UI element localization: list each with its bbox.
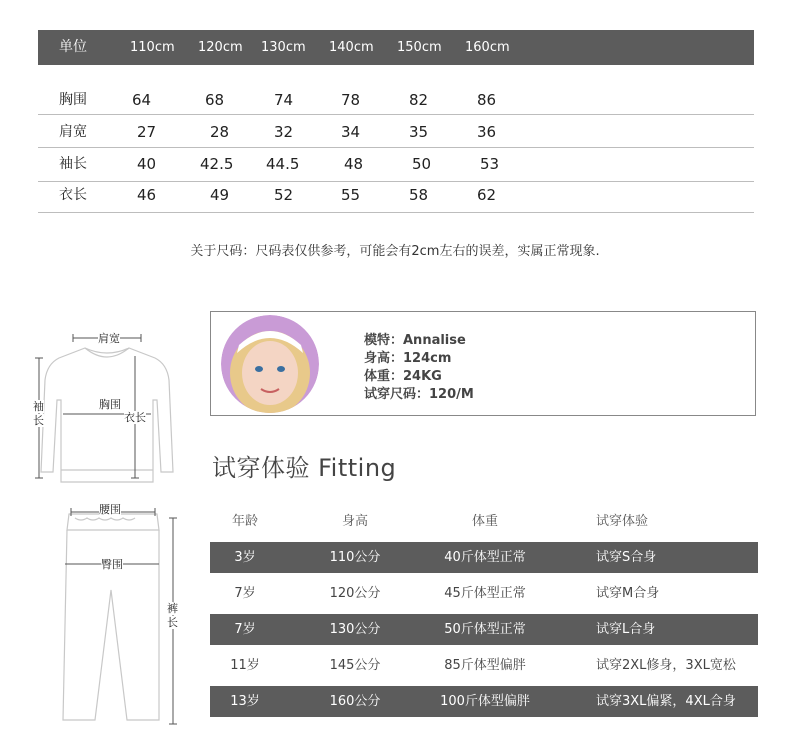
size-row-chest xyxy=(38,84,754,116)
row-divider xyxy=(38,212,754,213)
size-col-150: 150cm xyxy=(397,40,442,55)
age-cell: 3岁 xyxy=(234,550,256,565)
cell: 62 xyxy=(477,186,497,204)
fitting-row xyxy=(210,650,758,681)
weight-cell: 40斤体型正常 xyxy=(444,550,526,565)
age-cell: 11岁 xyxy=(230,658,260,673)
row-divider xyxy=(38,114,754,115)
cell: 49 xyxy=(210,186,230,204)
experience-cell: 试穿L合身 xyxy=(596,622,656,637)
age-cell: 13岁 xyxy=(230,694,260,709)
cell: 86 xyxy=(477,91,497,109)
height-cell: 120公分 xyxy=(329,586,381,601)
cell: 44.5 xyxy=(266,155,300,173)
size-col-160: 160cm xyxy=(465,40,510,55)
experience-cell: 试穿M合身 xyxy=(596,586,660,601)
fitting-title: 试穿体验 Fitting xyxy=(212,454,397,482)
size-table-header xyxy=(38,30,754,65)
size-row-shoulder xyxy=(38,116,754,148)
experience-cell: 试穿S合身 xyxy=(596,550,657,565)
model-info xyxy=(364,332,474,404)
model-name: 模特：Annalise xyxy=(364,333,466,348)
cell: 36 xyxy=(477,123,497,141)
cell: 64 xyxy=(132,91,152,109)
row-label: 衣长 xyxy=(59,187,87,203)
model-card xyxy=(210,311,756,416)
cell: 74 xyxy=(274,91,294,109)
fitting-row xyxy=(210,542,758,573)
cell: 82 xyxy=(409,91,429,109)
cell: 34 xyxy=(341,123,361,141)
height-cell: 145公分 xyxy=(329,658,381,673)
model-height: 身高：124cm xyxy=(364,351,452,366)
unit-label: 单位 xyxy=(59,39,87,55)
age-cell: 7岁 xyxy=(234,586,256,601)
size-col-130: 130cm xyxy=(261,40,306,55)
cell: 40 xyxy=(137,155,157,173)
cell: 42.5 xyxy=(200,155,234,173)
hip-label: 臀围 xyxy=(101,558,123,571)
weight-cell: 100斤体型偏胖 xyxy=(440,694,530,709)
height-cell: 160公分 xyxy=(329,694,381,709)
row-label: 胸围 xyxy=(59,92,87,108)
cell: 32 xyxy=(274,123,294,141)
cell: 52 xyxy=(274,186,294,204)
model-size: 试穿尺码：120/M xyxy=(364,387,474,402)
cell: 48 xyxy=(344,155,364,173)
header-weight: 体重 xyxy=(471,514,498,529)
shoulder-label: 肩宽 xyxy=(98,332,120,345)
sleeve-label-2: 长 xyxy=(33,414,44,427)
pants-length-label-2: 长 xyxy=(167,616,178,629)
size-col-120: 120cm xyxy=(198,40,243,55)
cell: 46 xyxy=(137,186,157,204)
fitting-row xyxy=(210,578,758,609)
size-note: 关于尺码：尺码表仅供参考，可能会有2cm左右的误差，实属正常现象. xyxy=(190,244,600,259)
cell: 28 xyxy=(210,123,230,141)
header-height: 身高 xyxy=(341,514,368,529)
experience-cell: 试穿3XL偏紧，4XL合身 xyxy=(596,694,736,709)
size-col-140: 140cm xyxy=(329,40,374,55)
cell: 53 xyxy=(480,155,500,173)
fitting-row xyxy=(210,614,758,645)
cell: 58 xyxy=(409,186,429,204)
row-label: 袖长 xyxy=(59,156,87,172)
header-age: 年龄 xyxy=(231,514,258,529)
row-label: 肩宽 xyxy=(59,124,87,140)
cell: 27 xyxy=(137,123,157,141)
height-cell: 130公分 xyxy=(329,622,381,637)
pants-length-label-1: 裤 xyxy=(167,602,178,615)
sleeve-label-1: 袖 xyxy=(33,400,44,413)
height-cell: 110公分 xyxy=(329,550,381,565)
size-col-110: 110cm xyxy=(130,40,175,55)
weight-cell: 45斤体型正常 xyxy=(444,586,526,601)
size-row-length xyxy=(38,179,754,211)
age-cell: 7岁 xyxy=(234,622,256,637)
cell: 78 xyxy=(341,91,361,109)
experience-cell: 试穿2XL修身，3XL宽松 xyxy=(596,658,736,673)
size-row-sleeve xyxy=(38,148,754,180)
weight-cell: 50斤体型正常 xyxy=(444,622,526,637)
fitting-header xyxy=(210,508,758,536)
fitting-row xyxy=(210,686,758,717)
length-label: 衣长 xyxy=(124,411,146,424)
chest-label: 胸围 xyxy=(99,398,121,411)
pants-diagram xyxy=(55,500,190,730)
weight-cell: 85斤体型偏胖 xyxy=(444,658,526,673)
model-avatar xyxy=(221,315,319,413)
cell: 35 xyxy=(409,123,429,141)
waist-label: 腰围 xyxy=(99,503,121,516)
header-experience: 试穿体验 xyxy=(596,514,649,529)
cell: 55 xyxy=(341,186,361,204)
cell: 68 xyxy=(205,91,225,109)
cell: 50 xyxy=(412,155,432,173)
model-weight: 体重：24KG xyxy=(364,369,442,384)
